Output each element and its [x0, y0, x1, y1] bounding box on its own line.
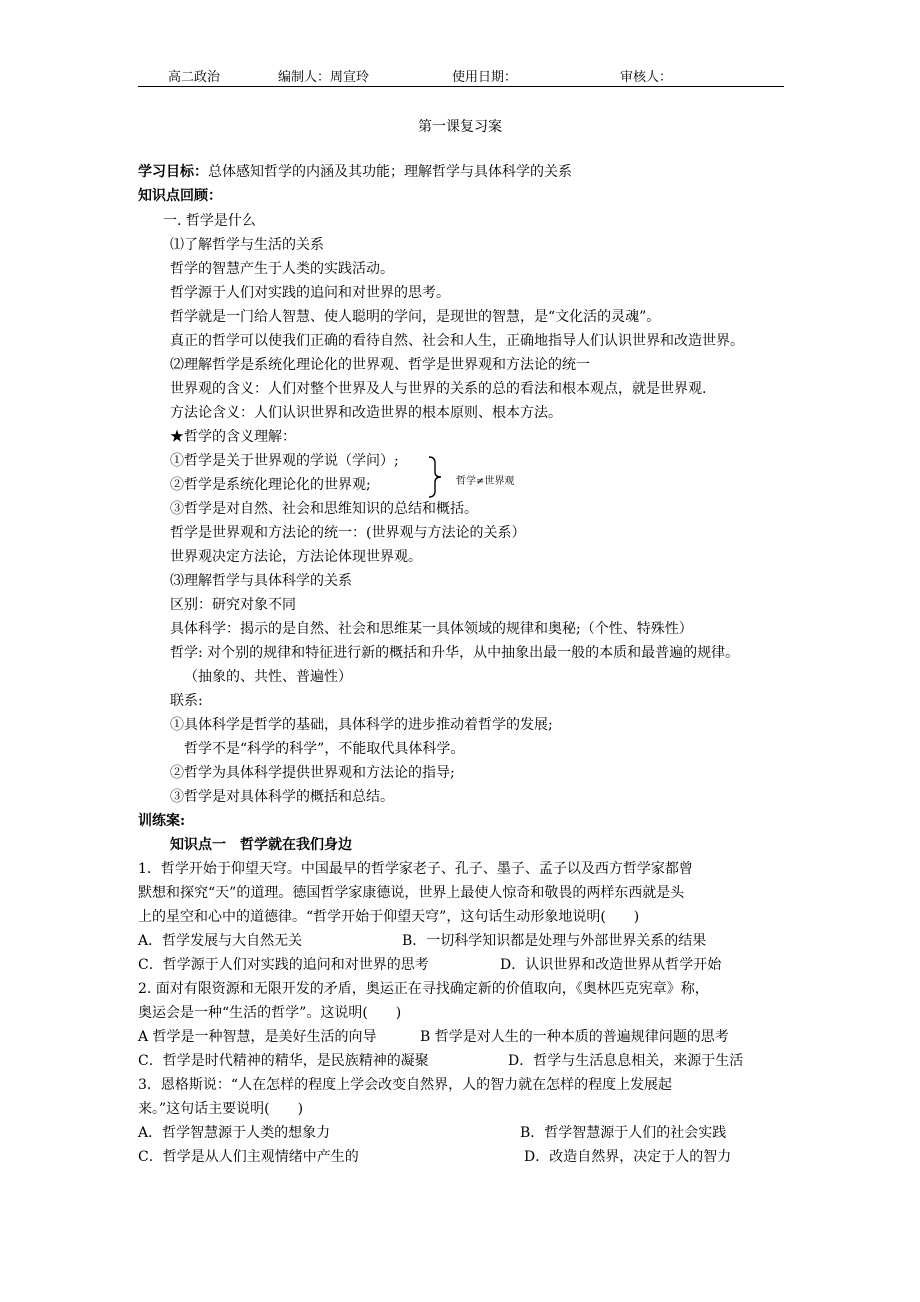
- objectives-label: 学习目标：: [138, 164, 208, 180]
- review-line: ③哲学是对具体科学的概括和总结。: [170, 789, 394, 805]
- review-line: 哲学源于人们对实践的追问和对世界的思考。: [170, 285, 450, 301]
- objectives: [138, 163, 572, 181]
- question-line: 3．恩格斯说：“人在怎样的程度上学会改变自然界，人的智力就在怎样的程度上发展起: [138, 1077, 673, 1093]
- option-d: D．改造自然界，决定于人的智力: [524, 1149, 732, 1165]
- page-title: 第一课复习案: [418, 119, 502, 135]
- review-line: 世界观决定方法论，方法论体现世界观。: [170, 549, 422, 565]
- review-line: 哲学的智慧产生于人类的实践活动。: [170, 261, 394, 277]
- review-line: 世界观的含义：人们对整个世界及人与世界的关系的总的看法和根本观点，就是世界观.: [170, 381, 707, 397]
- review-line: ②哲学为具体科学提供世界观和方法论的指导;: [170, 765, 455, 781]
- objectives-text: 总体感知哲学的内涵及其功能；理解哲学与具体科学的关系: [208, 164, 572, 180]
- review-line: ★哲学的含义理解：: [170, 429, 296, 445]
- review-line: ⑶理解哲学与具体科学的关系: [170, 573, 352, 589]
- question-line: 1．哲学开始于仰望天穹。中国最早的哲学家老子、孔子、墨子、孟子以及西方哲学家都曾: [138, 861, 693, 877]
- review-line: ③哲学是对自然、社会和思维知识的总结和概括。: [170, 501, 478, 517]
- question-line: 来。”这句话主要说明( ): [138, 1101, 304, 1117]
- brace-note: 哲学≠世界观: [456, 476, 515, 487]
- review-line: 哲学: 对个别的规律和特征进行新的概括和升华，从中抽象出最一般的本质和最普遍的规律。: [170, 645, 740, 661]
- header-rule: [138, 86, 784, 87]
- review-line: 哲学就是一门给人智慧、使人聪明的学问，是现世的智慧，是“文化活的灵魂”。: [170, 309, 661, 325]
- option-a: A．哲学智慧源于人类的想象力: [138, 1125, 331, 1141]
- review-line: 真正的哲学可以使我们正确的看待自然、社会和人生，正确地指导人们认识世界和改造世界。: [170, 333, 744, 349]
- review-line: ⑵理解哲学是系统化理论化的世界观、哲学是世界观和方法论的统一: [170, 357, 590, 373]
- option-b: B．哲学智慧源于人们的社会实践: [520, 1125, 727, 1141]
- review-line: 哲学是世界观和方法论的统一：(世界观与方法论的关系）: [170, 525, 526, 541]
- header-subject: 高二政治: [168, 70, 221, 85]
- header-reviewer: 审核人：: [620, 70, 673, 85]
- question-line: 默想和探究“天”的道理。德国哲学家康德说，世界上最使人惊奇和敬畏的两样东西就是头: [138, 885, 685, 901]
- option-c: C．哲学是从人们主观情绪中产生的: [138, 1149, 359, 1165]
- option-d: D．认识世界和改造世界从哲学开始: [500, 957, 722, 973]
- brace-icon: [426, 456, 444, 498]
- review-line: ①具体科学是哲学的基础，具体科学的进步推动着哲学的发展;: [170, 717, 553, 733]
- question-line: 上的星空和心中的道德律。“哲学开始于仰望天穹”，这句话生动形象地说明( ): [138, 909, 640, 925]
- question-line: 奥运会是一种“生活的哲学”。这说明( ): [138, 1005, 402, 1021]
- training-section: 知识点一 哲学就在我们身边: [170, 837, 352, 853]
- question-line: 2. 面对有限资源和无限开发的矛盾，奥运正在寻找确定新的价值取向，《奥林匹克宪章》称，: [138, 981, 709, 997]
- review-line: 具体科学：揭示的是自然、社会和思维某一具体领域的规律和奥秘;（个性、特殊性）: [170, 621, 693, 637]
- review-line: ⑴了解哲学与生活的关系: [170, 237, 324, 253]
- review-line: 哲学不是“科学的科学”，不能取代具体科学。: [184, 741, 465, 757]
- header-date: 使用日期：: [452, 70, 518, 85]
- review-line: （抽象的、共性、普遍性）: [184, 669, 352, 685]
- option-c: C．哲学是时代精神的精华，是民族精神的凝聚: [138, 1053, 429, 1069]
- option-b: B．一切科学知识都是处理与外部世界关系的结果: [402, 933, 707, 949]
- review-heading: 知识点回顾：: [138, 188, 222, 204]
- review-line: ①哲学是关于世界观的学说（学问）;: [170, 453, 399, 469]
- option-c: C．哲学源于人们对实践的追问和对世界的思考: [138, 957, 429, 973]
- review-line: 联系:: [170, 693, 203, 709]
- review-line: ②哲学是系统化理论化的世界观;: [170, 477, 371, 493]
- review-line: 方法论含义：人们认识世界和改造世界的根本原则、根本方法。: [170, 405, 562, 421]
- option-a: A 哲学是一种智慧，是美好生活的向导: [138, 1029, 377, 1045]
- option-a: A．哲学发展与大自然无关: [138, 933, 303, 949]
- option-b: B 哲学是对人生的一种本质的普遍规律问题的思考: [420, 1029, 729, 1045]
- header-editor: 编制人：周宣玲: [278, 70, 370, 85]
- training-heading: 训练案:: [138, 813, 186, 829]
- option-d: D．哲学与生活息息相关，来源于生活: [508, 1053, 744, 1069]
- review-line: 区别：研究对象不同: [170, 597, 296, 613]
- review-line: 一. 哲学是什么: [163, 213, 256, 229]
